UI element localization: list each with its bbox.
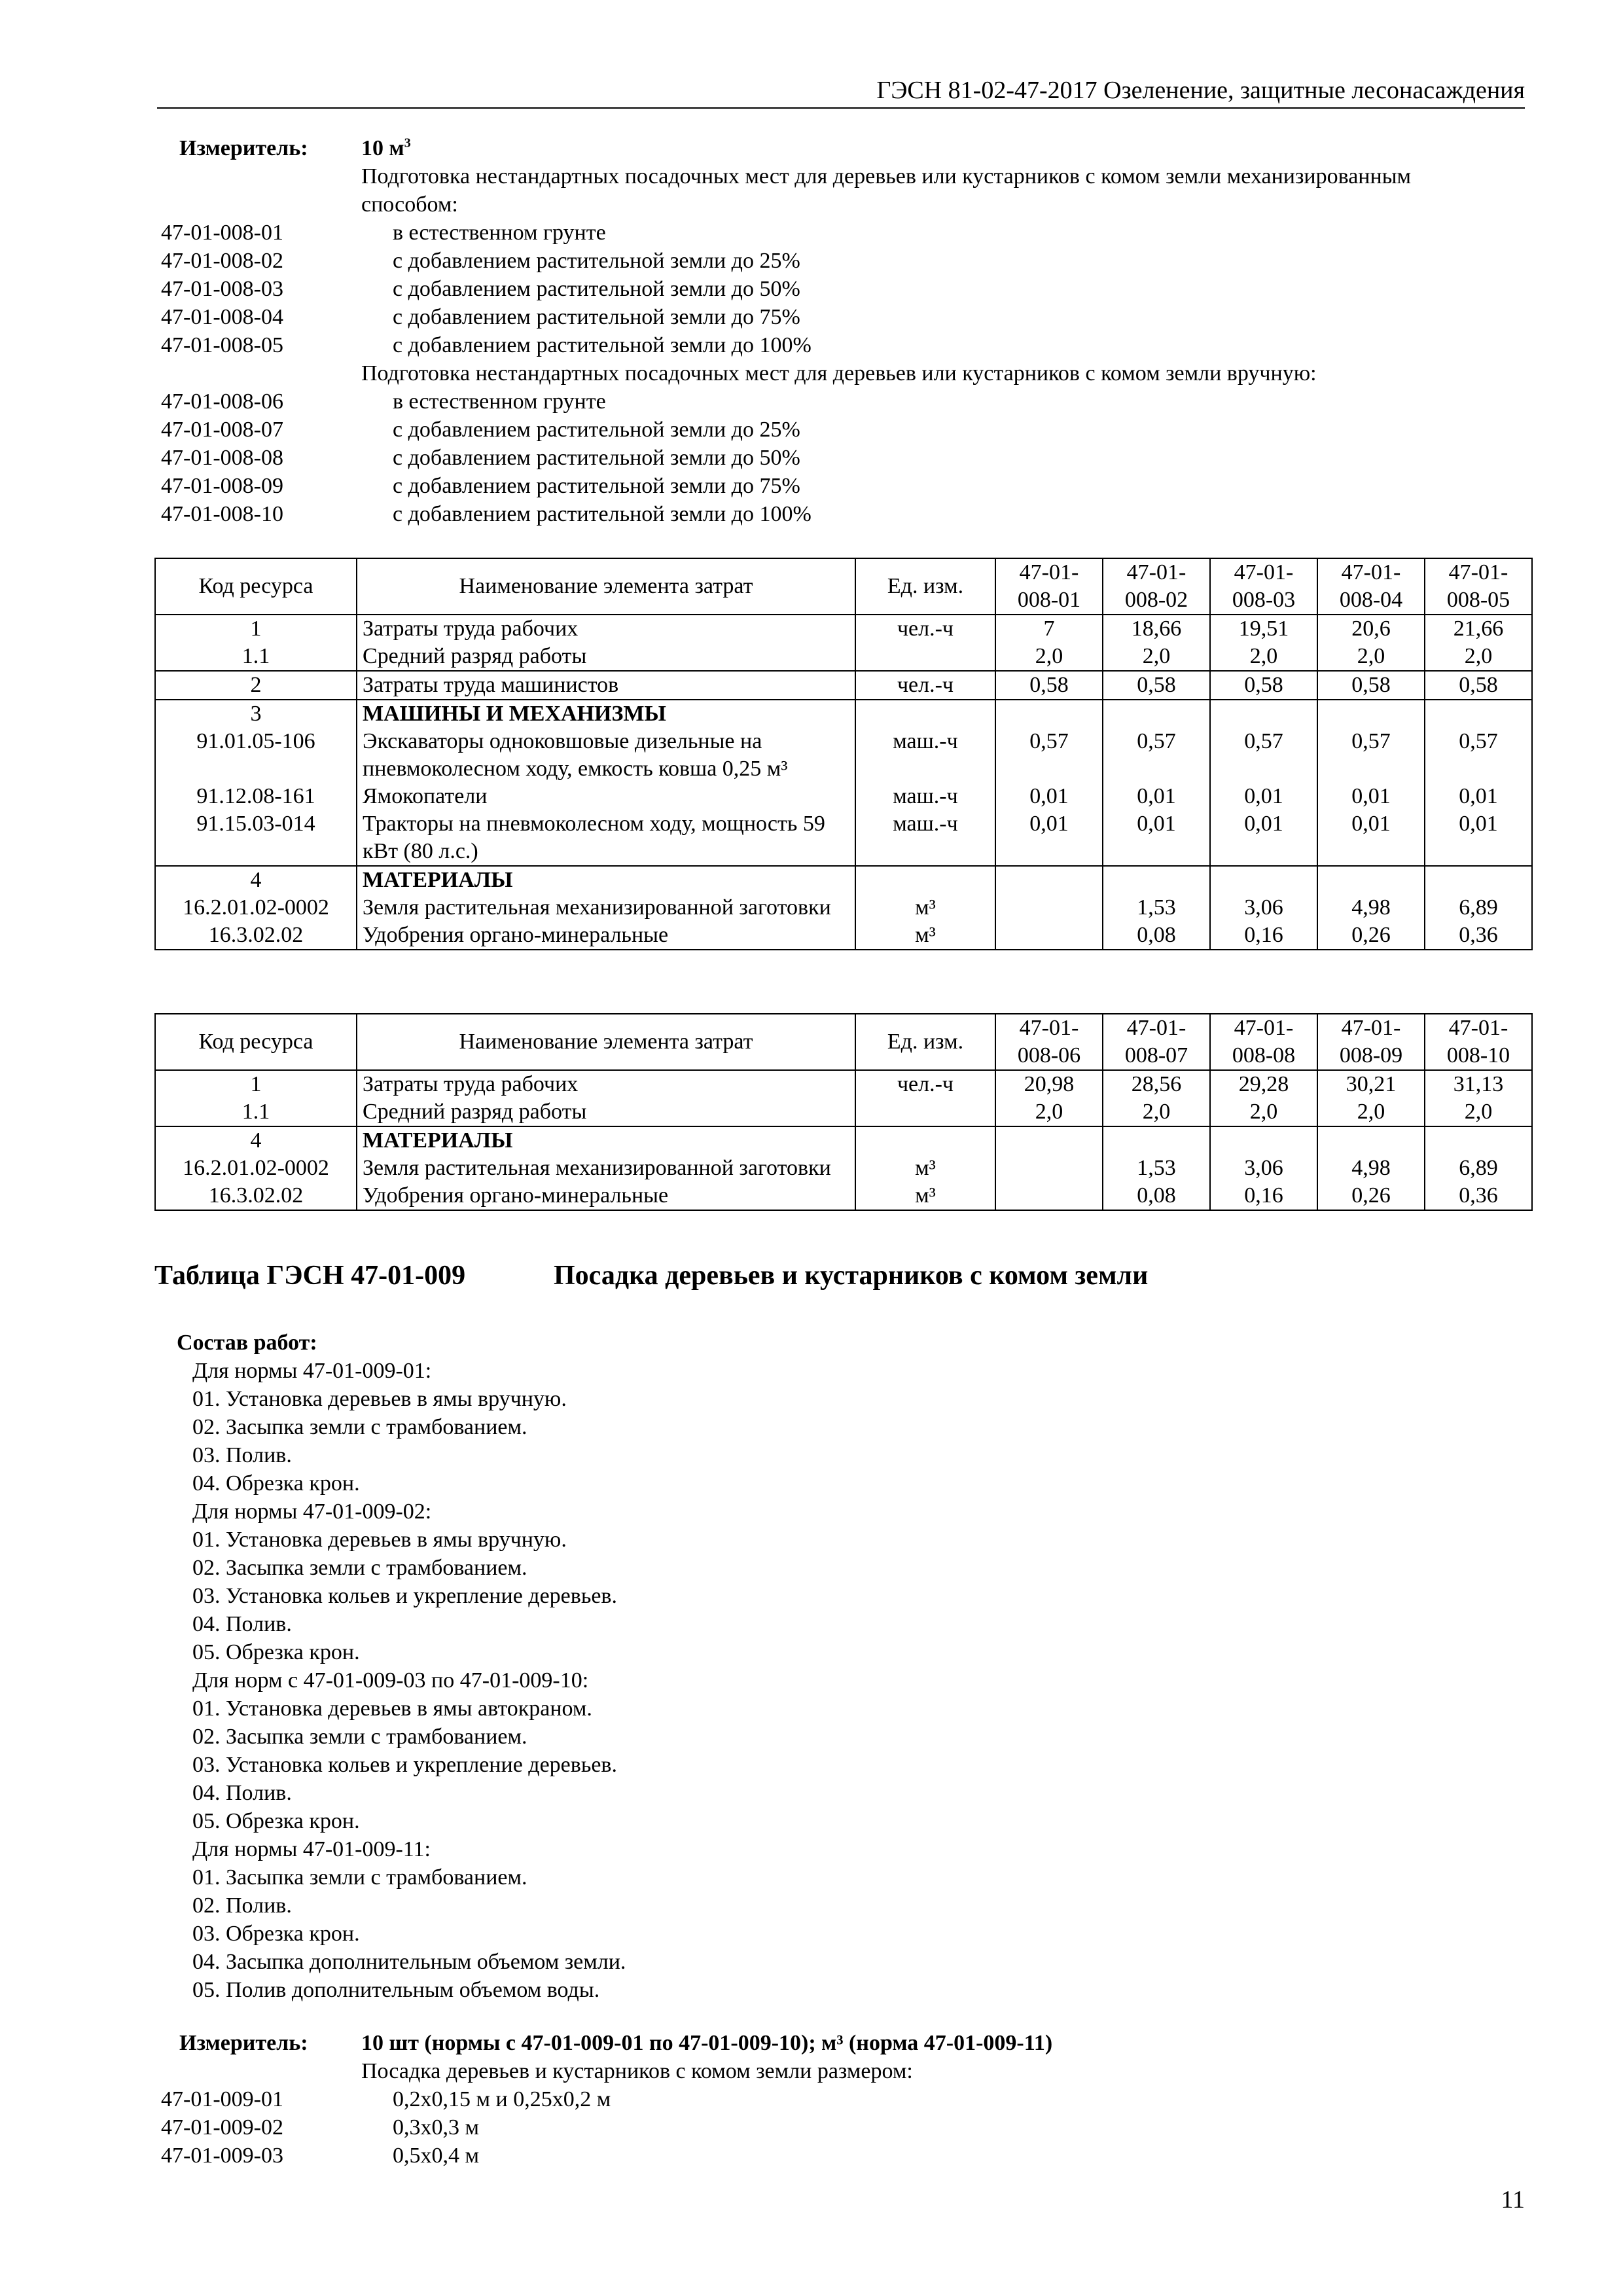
norm-code: 47-01-008-05 (161, 333, 283, 357)
column-header: 47-01- 008-07 (1103, 1014, 1210, 1070)
column-header: Код ресурса (155, 558, 357, 615)
norm-value: 0,26 (1317, 1182, 1425, 1210)
norm-value: 0,08 (1103, 1182, 1210, 1210)
column-header: 47-01- 008-04 (1317, 558, 1425, 615)
norm-value: 0,36 (1425, 1182, 1532, 1210)
norm-value: 6,89 (1425, 1155, 1532, 1182)
norm-value: 0,57 (1210, 728, 1317, 783)
column-header: 47-01- 008-09 (1317, 1014, 1425, 1070)
measure-label: Измеритель: (179, 136, 308, 160)
norm-value: 0,16 (1210, 922, 1317, 950)
column-header: 47-01- 008-10 (1425, 1014, 1532, 1070)
norm-description: 0,3x0,3 м (393, 2115, 480, 2140)
norm-value (995, 922, 1103, 950)
norm-description: с добавлением растительной земли до 25% (393, 249, 800, 273)
norm-value: 0,01 (1103, 810, 1210, 866)
table-row (155, 1070, 1532, 1098)
resource-code: 4 (155, 866, 357, 894)
norm-value: 4,98 (1317, 1155, 1425, 1182)
resource-code: 16.3.02.02 (155, 1182, 357, 1210)
resource-code: 16.3.02.02 (155, 922, 357, 950)
norm-value: 2,0 (995, 643, 1103, 671)
norm-value: 31,13 (1425, 1070, 1532, 1098)
cost-element-name: Затраты труда рабочих (357, 615, 855, 643)
norm-value: 20,6 (1317, 615, 1425, 643)
norm-value: 2,0 (1425, 643, 1532, 671)
norm-value: 7 (995, 615, 1103, 643)
norm-value (1425, 700, 1532, 728)
cost-element-name: Экскаваторы одноковшовые дизельные на пневмоколесном ходу, емкость ковша 0,25 м³ (357, 728, 855, 783)
table-row (155, 922, 1532, 950)
norm-value: 2,0 (1425, 1098, 1532, 1126)
norm-value: 2,0 (1317, 1098, 1425, 1126)
norm-value: 0,16 (1210, 1182, 1317, 1210)
resource-code: 1.1 (155, 643, 357, 671)
unit-of-measure (855, 866, 995, 894)
unit-of-measure: чел.-ч (855, 615, 995, 643)
cost-element-name: Средний разряд работы (357, 1098, 855, 1126)
norm-value (1103, 700, 1210, 728)
resource-code: 16.2.01.02-0002 (155, 1155, 357, 1182)
measure-unit: 10 $м^3$ (361, 135, 411, 160)
norm-value: 0,08 (1103, 922, 1210, 950)
norm-description: с добавлением растительной земли до 100% (393, 502, 812, 526)
norm-value: 6,89 (1425, 894, 1532, 922)
page-number: 11 (1501, 2186, 1525, 2214)
column-header: 47-01- 008-03 (1210, 558, 1317, 615)
composition-item: 05. Обрезка крон. (192, 1809, 360, 1833)
norm-value (995, 700, 1103, 728)
composition-item: 04. Полив. (192, 1612, 292, 1636)
norm-row (161, 331, 1529, 359)
norm-value: 0,01 (1210, 810, 1317, 866)
norm-value (995, 1182, 1103, 1210)
norm-code: 47-01-008-02 (161, 249, 283, 273)
composition-item: 02. Засыпка земли с трамбованием. (192, 1415, 527, 1439)
unit-of-measure: м³ (855, 894, 995, 922)
unit-of-measure (855, 1098, 995, 1126)
unit-of-measure (855, 643, 995, 671)
norm-row (161, 444, 1529, 472)
column-header: 47-01- 008-08 (1210, 1014, 1317, 1070)
norm-row (161, 247, 1529, 275)
norm-value: 0,58 (995, 671, 1103, 700)
group2-title: Подготовка нестандартных посадочных мест для деревьев или кустарников с комом земли вручную: (361, 361, 1317, 386)
table-row (155, 700, 1532, 728)
column-header: Наименование элемента затрат (357, 558, 855, 615)
resource-table-1 (154, 558, 1533, 950)
norm-value: 2,0 (1210, 643, 1317, 671)
measure-unit-2: 10 шт (нормы с 47-01-009-01 по 47-01-009-10); м³ (норма 47-01-009-11) (361, 2031, 1053, 2055)
norm-value (995, 894, 1103, 922)
composition-item: 02. Засыпка земли с трамбованием. (192, 1725, 527, 1749)
measure2-title: Посадка деревьев и кустарников с комом земли размером: (361, 2059, 913, 2083)
resource-code: 3 (155, 700, 357, 728)
cost-element-name: Затраты труда машинистов (357, 671, 855, 700)
composition-item: 03. Полив. (192, 1443, 292, 1467)
composition-item: 02. Полив. (192, 1893, 292, 1918)
resource-code: 1 (155, 1070, 357, 1098)
norm-value: 3,06 (1210, 1155, 1317, 1182)
column-header: Ед. изм. (855, 1014, 995, 1070)
norm-code: 47-01-008-06 (161, 389, 283, 414)
table-row (155, 894, 1532, 922)
norm-value: 0,01 (995, 783, 1103, 810)
table-row (155, 810, 1532, 866)
resource-code: 91.12.08-161 (155, 783, 357, 810)
cost-element-name: МАТЕРИАЛЫ (357, 866, 855, 894)
norm-description: с добавлением растительной земли до 50% (393, 446, 800, 470)
table-row (155, 671, 1532, 700)
norm-value: 0,57 (1317, 728, 1425, 783)
measure-label-2: Измеритель: (179, 2031, 308, 2055)
resource-code: 1 (155, 615, 357, 643)
composition-item: 01. Установка деревьев в ямы вручную. (192, 1528, 567, 1552)
unit-of-measure: м³ (855, 1182, 995, 1210)
table-row (155, 643, 1532, 671)
unit-of-measure: маш.-ч (855, 810, 995, 866)
norm-value (1103, 866, 1210, 894)
norm-value: 28,56 (1103, 1070, 1210, 1098)
norm-value: 30,21 (1317, 1070, 1425, 1098)
composition-item: 04. Обрезка крон. (192, 1471, 360, 1496)
table-id: Таблица ГЭСН 47-01-009 (154, 1261, 466, 1291)
norm-row (161, 275, 1529, 303)
resource-code: 16.2.01.02-0002 (155, 894, 357, 922)
norm-description: 0,2x0,15 м и 0,25x0,2 м (393, 2087, 611, 2111)
norm-value (1317, 866, 1425, 894)
table-name: Посадка деревьев и кустарников с комом земли (554, 1261, 1149, 1291)
composition-item: 01. Засыпка земли с трамбованием. (192, 1865, 527, 1890)
composition-item: Для нормы 47-01-009-01: (192, 1359, 432, 1383)
unit-of-measure: м³ (855, 1155, 995, 1182)
norm-value (995, 866, 1103, 894)
column-header: 47-01- 008-01 (995, 558, 1103, 615)
cost-element-name: Земля растительная механизированной заготовки (357, 1155, 855, 1182)
norm-row (161, 2113, 1529, 2142)
unit-of-measure: маш.-ч (855, 728, 995, 783)
table-row (155, 615, 1532, 643)
norm-value: 0,01 (1425, 810, 1532, 866)
norm-value: 0,01 (1103, 783, 1210, 810)
norm-row (161, 303, 1529, 331)
measure-block-1 (161, 134, 1529, 528)
resource-code: 1.1 (155, 1098, 357, 1126)
composition-item: 02. Засыпка земли с трамбованием. (192, 1556, 527, 1580)
norm-value: 0,01 (1210, 783, 1317, 810)
norm-row (161, 416, 1529, 444)
norm-value: 0,58 (1317, 671, 1425, 700)
measure-block-2 (161, 2029, 1529, 2170)
norm-value (1210, 700, 1317, 728)
norm-code: 47-01-008-03 (161, 277, 283, 301)
norm-value (1425, 1126, 1532, 1155)
table-row (155, 1155, 1532, 1182)
unit-of-measure: чел.-ч (855, 1070, 995, 1098)
table-row (155, 783, 1532, 810)
composition-item: 03. Установка кольев и укрепление деревьев. (192, 1584, 617, 1608)
norm-code: 47-01-009-02 (161, 2115, 283, 2140)
norm-description: с добавлением растительной земли до 25% (393, 418, 800, 442)
norm-value (1103, 1126, 1210, 1155)
norm-code: 47-01-009-01 (161, 2087, 283, 2111)
norm-code: 47-01-008-01 (161, 221, 283, 245)
norm-value: 0,01 (995, 810, 1103, 866)
table-row (155, 866, 1532, 894)
unit-of-measure (855, 700, 995, 728)
table-row (155, 1098, 1532, 1126)
column-header: Код ресурса (155, 1014, 357, 1070)
norm-value (1317, 700, 1425, 728)
norm-value: 0,58 (1210, 671, 1317, 700)
composition-item: 01. Установка деревьев в ямы автокраном. (192, 1696, 592, 1721)
norm-value: 0,58 (1103, 671, 1210, 700)
norm-description: в естественном грунте (393, 389, 606, 414)
norm-description: 0,5x0,4 м (393, 2144, 480, 2168)
cost-element-name: Ямокопатели (357, 783, 855, 810)
group1-title: Подготовка нестандартных посадочных мест для деревьев или кустарников с комом земли механизированным способом: (361, 164, 1412, 217)
norm-value: 2,0 (1317, 643, 1425, 671)
resource-table-2 (154, 1013, 1533, 1211)
composition-item: 04. Засыпка дополнительным объемом земли. (192, 1950, 626, 1974)
norm-value: 0,57 (1103, 728, 1210, 783)
norm-value: 29,28 (1210, 1070, 1317, 1098)
norm-value: 19,51 (1210, 615, 1317, 643)
work-composition (177, 1329, 1486, 2004)
norm-description: с добавлением растительной земли до 75% (393, 474, 800, 498)
norm-code: 47-01-008-09 (161, 474, 283, 498)
norm-value: 0,01 (1425, 783, 1532, 810)
norm-code: 47-01-008-08 (161, 446, 283, 470)
norm-row (161, 219, 1529, 247)
norm-value: 20,98 (995, 1070, 1103, 1098)
table-heading (154, 1261, 1149, 1291)
table-row (155, 1182, 1532, 1210)
norm-value: 0,01 (1317, 810, 1425, 866)
norm-code: 47-01-008-07 (161, 418, 283, 442)
norm-value: 2,0 (995, 1098, 1103, 1126)
unit-of-measure: м³ (855, 922, 995, 950)
norm-value: 0,57 (1425, 728, 1532, 783)
page-header: ГЭСН 81-02-47-2017 Озеленение, защитные лесонасаждения (157, 73, 1525, 109)
norm-value: 0,01 (1317, 783, 1425, 810)
norm-value: 0,58 (1425, 671, 1532, 700)
cost-element-name: Удобрения органо-минеральные (357, 1182, 855, 1210)
norm-row (161, 2085, 1529, 2113)
norm-code: 47-01-009-03 (161, 2144, 283, 2168)
norm-value: 4,98 (1317, 894, 1425, 922)
norm-row (161, 2142, 1529, 2170)
composition-item: 04. Полив. (192, 1781, 292, 1805)
resource-code: 4 (155, 1126, 357, 1155)
column-header: 47-01- 008-05 (1425, 558, 1532, 615)
norm-value: 3,06 (1210, 894, 1317, 922)
norm-value: 0,36 (1425, 922, 1532, 950)
norm-value (1317, 1126, 1425, 1155)
unit-of-measure: чел.-ч (855, 671, 995, 700)
norm-description: с добавлением растительной земли до 75% (393, 305, 800, 329)
composition-item: 05. Обрезка крон. (192, 1640, 360, 1664)
resource-code: 2 (155, 671, 357, 700)
norm-description: с добавлением растительной земли до 50% (393, 277, 800, 301)
cost-element-name: Удобрения органо-минеральные (357, 922, 855, 950)
norm-value: 2,0 (1103, 1098, 1210, 1126)
composition-item: Для нормы 47-01-009-11: (192, 1837, 431, 1861)
norm-value: 2,0 (1103, 643, 1210, 671)
composition-item: Для норм с 47-01-009-03 по 47-01-009-10: (192, 1668, 589, 1693)
norm-description: в естественном грунте (393, 221, 606, 245)
resource-code: 91.15.03-014 (155, 810, 357, 866)
table-row (155, 728, 1532, 783)
norm-value: 1,53 (1103, 1155, 1210, 1182)
norm-value (1210, 866, 1317, 894)
norm-row (161, 387, 1529, 416)
norm-value (995, 1155, 1103, 1182)
composition-item: Для нормы 47-01-009-02: (192, 1499, 432, 1524)
norm-row (161, 472, 1529, 500)
unit-of-measure (855, 1126, 995, 1155)
norm-value (1425, 866, 1532, 894)
resource-code: 91.01.05-106 (155, 728, 357, 783)
norm-value: 2,0 (1210, 1098, 1317, 1126)
cost-element-name: МАШИНЫ И МЕХАНИЗМЫ (357, 700, 855, 728)
composition-item: 01. Установка деревьев в ямы вручную. (192, 1387, 567, 1411)
norm-row (161, 500, 1529, 528)
cost-element-name: Средний разряд работы (357, 643, 855, 671)
cost-element-name: МАТЕРИАЛЫ (357, 1126, 855, 1155)
column-header: 47-01- 008-06 (995, 1014, 1103, 1070)
composition-title: Состав работ: (177, 1331, 317, 1355)
unit-of-measure: маш.-ч (855, 783, 995, 810)
table-row (155, 1126, 1532, 1155)
cost-element-name: Земля растительная механизированной заготовки (357, 894, 855, 922)
norm-value (995, 1126, 1103, 1155)
column-header: 47-01- 008-02 (1103, 558, 1210, 615)
norm-value: 0,26 (1317, 922, 1425, 950)
norm-value (1210, 1126, 1317, 1155)
norm-code: 47-01-008-04 (161, 305, 283, 329)
column-header: Ед. изм. (855, 558, 995, 615)
norm-value: 18,66 (1103, 615, 1210, 643)
norm-code: 47-01-008-10 (161, 502, 283, 526)
norm-value: 21,66 (1425, 615, 1532, 643)
norm-value: 0,57 (995, 728, 1103, 783)
composition-item: 03. Установка кольев и укрепление деревьев. (192, 1753, 617, 1777)
norm-value: 1,53 (1103, 894, 1210, 922)
column-header: Наименование элемента затрат (357, 1014, 855, 1070)
cost-element-name: Затраты труда рабочих (357, 1070, 855, 1098)
norm-description: с добавлением растительной земли до 100% (393, 333, 812, 357)
cost-element-name: Тракторы на пневмоколесном ходу, мощность 59 кВт (80 л.с.) (357, 810, 855, 866)
composition-item: 03. Обрезка крон. (192, 1922, 360, 1946)
composition-item: 05. Полив дополнительным объемом воды. (192, 1978, 600, 2002)
